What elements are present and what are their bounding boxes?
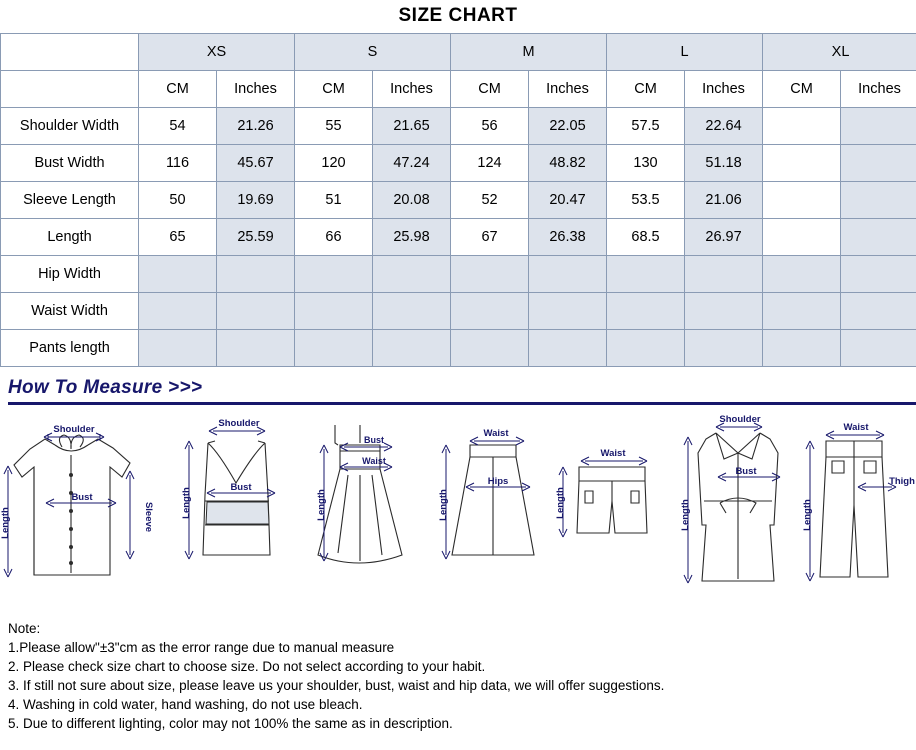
label-length: Length [316,489,327,521]
size-header-xl: XL [763,34,916,71]
cell-length-xl-cm [763,219,841,256]
cell-length-s-in: 25.98 [373,219,451,256]
unit-header-cm-xl: CM [763,71,841,108]
cell-sleeve-s-in: 20.08 [373,182,451,219]
label-length: Length [0,507,11,539]
cell-sleeve-s-cm: 51 [295,182,373,219]
unit-header-cm-m: CM [451,71,529,108]
cell-sleeve-m-cm: 52 [451,182,529,219]
label-length: Length [680,499,691,531]
cell-sleeve-xs-in: 19.69 [217,182,295,219]
size-header-s: S [295,34,451,71]
cell-pants-xl-cm [763,330,841,367]
label-bust: Bust [735,466,757,477]
label-length: Length [555,487,566,519]
cell-shoulder-m-in: 22.05 [529,108,607,145]
label-length: Length [802,499,813,531]
cell-length-xs-cm: 65 [139,219,217,256]
cell-shoulder-xl-in [841,108,916,145]
cell-bust-xl-cm [763,145,841,182]
size-header-xs: XS [139,34,295,71]
label-waist: Waist [483,428,509,439]
size-header-l: L [607,34,763,71]
cell-sleeve-xl-in [841,182,916,219]
cell-hip-xl-in [841,256,916,293]
cell-pants-m-cm [451,330,529,367]
cell-length-m-in: 26.38 [529,219,607,256]
table-row [1,293,916,330]
cell-shoulder-l-cm: 57.5 [607,108,685,145]
cell-sleeve-xl-cm [763,182,841,219]
unit-header-in-l: Inches [685,71,763,108]
cell-bust-m-cm: 124 [451,145,529,182]
cell-bust-m-in: 48.82 [529,145,607,182]
note-line-1: 1.Please allow"±3"cm as the error range due to manual measure [8,640,395,655]
page-title: SIZE CHART [398,5,518,26]
cell-waist-xs-in [217,293,295,330]
cell-pants-l-cm [607,330,685,367]
cell-pants-xs-in [217,330,295,367]
label-sleeve: Sleeve [143,501,154,533]
figure-skirt [430,405,560,610]
cell-waist-xs-cm [139,293,217,330]
cell-hip-s-cm [295,256,373,293]
unit-header-cm-l: CM [607,71,685,108]
cell-pants-l-in [685,330,763,367]
row-label-shoulder-width: Shoulder Width [1,108,139,145]
figure-blouse [0,405,170,610]
row-label-hip-width: Hip Width [1,256,139,293]
label-waist: Waist [600,448,626,459]
figure-pants [798,405,916,610]
cell-waist-xl-in [841,293,916,330]
cell-shoulder-s-cm: 55 [295,108,373,145]
cell-bust-s-cm: 120 [295,145,373,182]
corner-cell-2 [1,71,139,108]
label-waist: Waist [843,422,869,433]
cell-shoulder-xs-cm: 54 [139,108,217,145]
corner-cell [1,34,139,71]
cell-waist-l-in [685,293,763,330]
cell-sleeve-xs-cm: 50 [139,182,217,219]
cell-length-s-cm: 66 [295,219,373,256]
cell-shoulder-s-in: 21.65 [373,108,451,145]
cell-hip-s-in [373,256,451,293]
label-hips: Hips [487,476,509,487]
note-line-2: 2. Please check size chart to choose size. Do not select according to your habit. [8,659,486,674]
row-label-pants-length: Pants length [1,330,139,367]
cell-bust-l-in: 51.18 [685,145,763,182]
cell-length-xs-in: 25.59 [217,219,295,256]
cell-pants-xl-in [841,330,916,367]
cell-hip-l-in [685,256,763,293]
cell-hip-xs-cm [139,256,217,293]
cell-waist-s-in [373,293,451,330]
table-row [1,256,916,293]
unit-header-in-xs: Inches [217,71,295,108]
label-shoulder: Shoulder [218,418,260,429]
cell-pants-xs-cm [139,330,217,367]
cell-sleeve-m-in: 20.47 [529,182,607,219]
table-row [1,108,916,145]
unit-header-cm-s: CM [295,71,373,108]
cell-bust-l-cm: 130 [607,145,685,182]
row-label-waist-width: Waist Width [1,293,139,330]
table-header-units [1,71,916,108]
label-length: Length [181,487,192,519]
cell-waist-l-cm [607,293,685,330]
table-row [1,145,916,182]
table-row [1,219,916,256]
label-bust: Bust [71,492,93,503]
cell-shoulder-l-in: 22.64 [685,108,763,145]
label-thigh: Thigh [889,476,915,487]
cell-bust-s-in: 47.24 [373,145,451,182]
unit-header-in-xl: Inches [841,71,916,108]
row-label-length: Length [1,219,139,256]
label-bust: Bust [230,482,252,493]
label-bust: Bust [364,435,384,445]
cell-hip-xl-cm [763,256,841,293]
row-label-bust-width: Bust Width [1,145,139,182]
note-line-5: 5. Due to different lighting, color may not 100% the same as in description. [8,716,453,731]
label-length: Length [438,489,449,521]
size-chart-table [0,33,916,367]
cell-shoulder-xl-cm [763,108,841,145]
table-header-sizes [1,34,916,71]
notes-heading: Note: [8,621,41,636]
size-header-m: M [451,34,607,71]
cell-bust-xs-in: 45.67 [217,145,295,182]
cell-length-xl-in [841,219,916,256]
note-line-4: 4. Washing in cold water, hand washing, do not use bleach. [8,697,363,712]
cell-waist-s-cm [295,293,373,330]
measurement-figures [0,405,916,613]
label-shoulder: Shoulder [719,414,761,425]
cell-waist-m-in [529,293,607,330]
how-to-measure-section [0,377,916,405]
figure-dress [310,405,435,610]
row-label-sleeve-length: Sleeve Length [1,182,139,219]
figure-coat [680,405,800,610]
unit-header-in-s: Inches [373,71,451,108]
cell-waist-xl-cm [763,293,841,330]
cell-length-l-cm: 68.5 [607,219,685,256]
figure-camisole [175,405,305,610]
note-line-3: 3. If still not sure about size, please leave us your shoulder, bust, waist and hip data, we will offer suggestions. [8,678,665,693]
cell-hip-m-cm [451,256,529,293]
cell-pants-m-in [529,330,607,367]
cell-hip-l-cm [607,256,685,293]
cell-sleeve-l-in: 21.06 [685,182,763,219]
figure-shorts [545,405,675,610]
table-row [1,330,916,367]
unit-header-in-m: Inches [529,71,607,108]
cell-length-m-cm: 67 [451,219,529,256]
cell-pants-s-cm [295,330,373,367]
cell-shoulder-xs-in: 21.26 [217,108,295,145]
how-to-measure-heading: How To Measure >>> [8,377,203,398]
table-row [1,182,916,219]
cell-bust-xl-in [841,145,916,182]
cell-waist-m-cm [451,293,529,330]
cell-sleeve-l-cm: 53.5 [607,182,685,219]
label-waist: Waist [362,456,386,466]
label-shoulder: Shoulder [53,424,95,435]
cell-shoulder-m-cm: 56 [451,108,529,145]
cell-bust-xs-cm: 116 [139,145,217,182]
cell-hip-m-in [529,256,607,293]
notes-section [0,613,916,733]
cell-hip-xs-in [217,256,295,293]
cell-length-l-in: 26.97 [685,219,763,256]
cell-pants-s-in [373,330,451,367]
unit-header-cm-xs: CM [139,71,217,108]
